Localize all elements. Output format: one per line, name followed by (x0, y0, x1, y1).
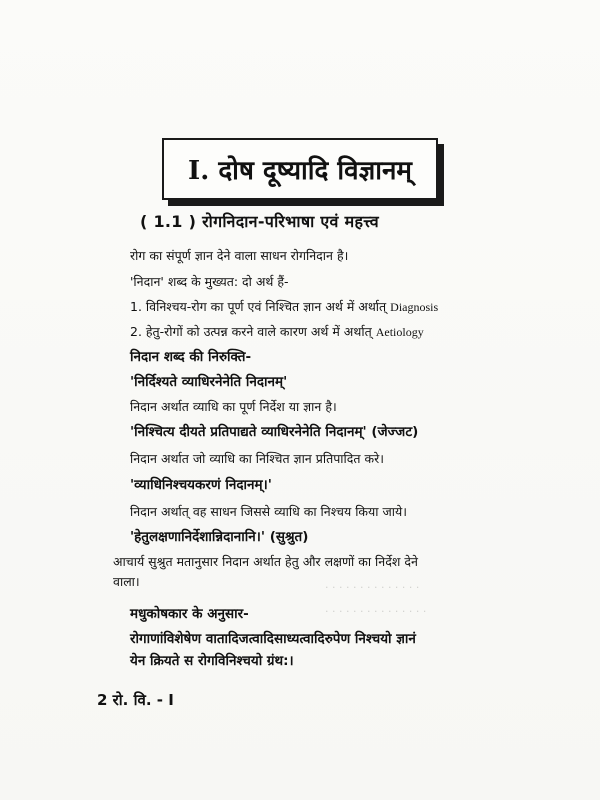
paragraph-3-text: 1. विनिश्चय-रोग का पूर्ण एवं निश्चित ज्ञान अर्थ में अर्थात् (130, 299, 387, 314)
paragraph-15-line-2: येन क्रियते स रोगविनिश्चयो ग्रंथ:। (130, 653, 294, 669)
paragraph-6: 'निर्दिश्यते व्याधिरनेनेति निदानम्' (130, 374, 288, 390)
paragraph-10: 'व्याधिनिश्चयकरणं निदानम्।' (130, 477, 272, 493)
bleed-through-text: . . . . . . . . . . . . . . (325, 578, 420, 591)
paragraph-13-line-1: आचार्य सुश्रुत मतानुसार निदान अर्थात हेतु और लक्षणों का निर्देश देने (113, 554, 418, 569)
paragraph-4 (130, 323, 424, 341)
paragraph-8: 'निश्चित्य दीयते प्रतिपाद्यते व्याधिरनेनेति निदानम्' (जेज्जट) (130, 424, 419, 440)
paragraph-3-english: Diagnosis (390, 300, 439, 314)
paragraph-5: निदान शब्द की निरुक्ति- (130, 349, 252, 365)
paragraph-4-english: Aetiology (375, 325, 424, 339)
paragraph-9: निदान अर्थात जो व्याधि का निश्चित ज्ञान प्रतिपादित करे। (130, 451, 384, 466)
chapter-title: I. दोष दूष्यादि विज्ञानम् (188, 156, 412, 186)
paragraph-11: निदान अर्थात् वह साधन जिससे व्याधि का निश्चय किया जाये। (130, 504, 407, 519)
paragraph-2: 'निदान' शब्द के मुख्यत: दो अर्थ हैं- (130, 274, 289, 289)
section-heading: ( 1.1 ) रोगनिदान-परिभाषा एवं महत्त्व (140, 212, 379, 231)
paragraph-13-line-2: वाला। (113, 574, 140, 589)
paragraph-12: 'हेतुलक्षणानिर्देशान्निदानानि।' (सुश्रुत) (130, 529, 309, 545)
page-footer: 2 रो. वि. - I (97, 691, 174, 709)
bleed-through-text: . . . . . . . . . . . . . . . (325, 602, 427, 615)
paragraph-1: रोग का संपूर्ण ज्ञान देने वाला साधन रोगनिदान है। (130, 248, 349, 263)
paragraph-15-line-1: रोगाणांविशेषेण वातादिजत्वादिसाध्यत्वादिरुपेण निश्चयो ज्ञानं (130, 631, 416, 647)
paragraph-7: निदान अर्थात व्याधि का पूर्ण निर्देश या ज्ञान है। (130, 399, 337, 414)
paragraph-3 (130, 298, 438, 316)
chapter-title-box (162, 138, 438, 200)
paragraph-4-text: 2. हेतु-रोगों को उत्पन्न करने वाले कारण अर्थ में अर्थात् (130, 324, 372, 339)
paragraph-14: मधुकोषकार के अनुसार- (130, 606, 249, 622)
